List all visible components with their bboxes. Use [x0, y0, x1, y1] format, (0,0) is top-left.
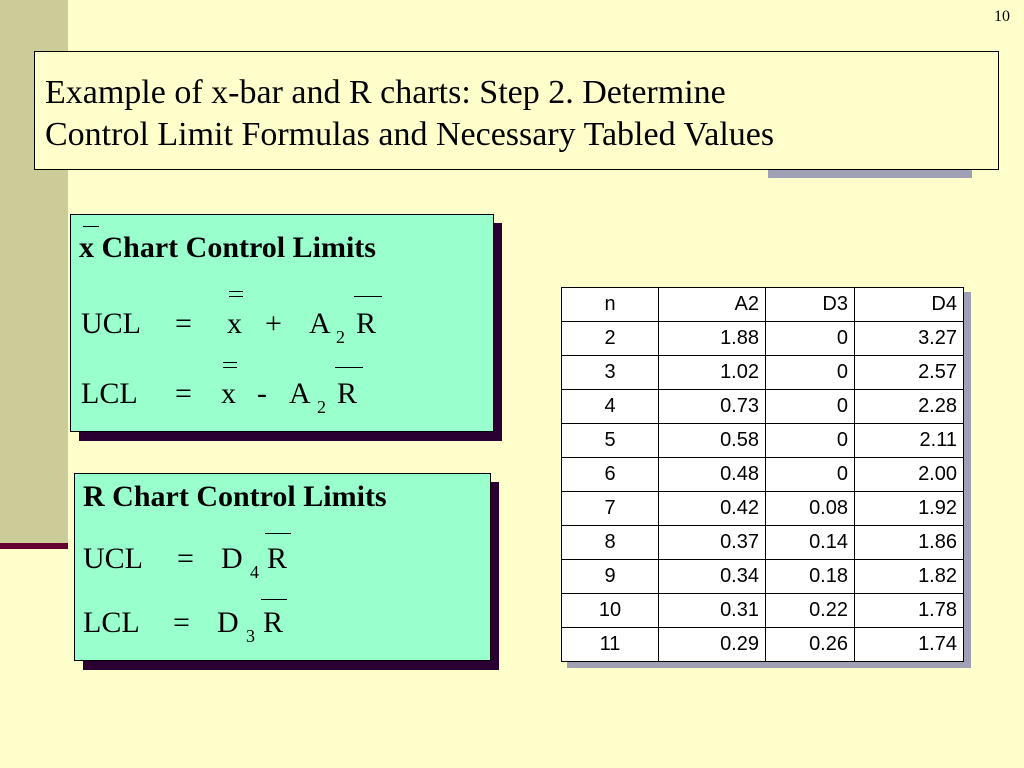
xbar-ucl-equals: = — [175, 307, 192, 340]
table-cell: 8 — [562, 526, 659, 560]
xbar-ucl-grand-mean: x — [227, 307, 242, 340]
table-cell: 0.34 — [659, 560, 766, 594]
table-cell: 0.31 — [659, 594, 766, 628]
table-cell: 5 — [562, 424, 659, 458]
table-cell: 2.11 — [855, 424, 964, 458]
table-row — [562, 424, 964, 458]
table-cell: 1.92 — [855, 492, 964, 526]
table-row — [562, 492, 964, 526]
table-cell: 2 — [562, 322, 659, 356]
table-header-cell: n — [562, 288, 659, 322]
table-cell: 2.00 — [855, 458, 964, 492]
table-cell: 1.88 — [659, 322, 766, 356]
r-lcl-d-subscript: 3 — [246, 626, 255, 646]
table-cell: 0 — [766, 424, 855, 458]
r-card-heading: R Chart Control Limits — [83, 480, 387, 513]
xbar-lcl-grand-mean: x — [221, 377, 236, 410]
left-decorative-rule — [0, 543, 68, 549]
table-row — [562, 458, 964, 492]
table-cell: 0.58 — [659, 424, 766, 458]
r-ucl-label: UCL — [83, 542, 143, 575]
table-cell: 2.28 — [855, 390, 964, 424]
r-ucl-rbar: R — [267, 542, 288, 575]
table-cell: 1.02 — [659, 356, 766, 390]
r-lcl-d-factor: D — [217, 606, 239, 639]
table-cell: 0.42 — [659, 492, 766, 526]
r-lcl-label: LCL — [83, 606, 140, 639]
r-lcl-rbar-overline — [261, 599, 287, 600]
xbar-ucl-a-subscript: 2 — [336, 327, 345, 347]
xbar-lcl-rbar-overline — [335, 367, 363, 368]
table-row — [562, 322, 964, 356]
table-cell: 0 — [766, 322, 855, 356]
table-cell: 0 — [766, 390, 855, 424]
table-cell: 7 — [562, 492, 659, 526]
table-cell: 0.18 — [766, 560, 855, 594]
xbar-ucl-bar-2 — [229, 296, 243, 297]
table-cell: 0.14 — [766, 526, 855, 560]
table-cell: 1.86 — [855, 526, 964, 560]
xbar-lcl-a-subscript: 2 — [317, 397, 326, 417]
table-cell: 11 — [562, 628, 659, 662]
table-cell: 4 — [562, 390, 659, 424]
table-cell: 0.29 — [659, 628, 766, 662]
xbar-lcl-bar-2 — [223, 367, 237, 368]
table-cell: 0.37 — [659, 526, 766, 560]
xbar-lcl-label: LCL — [81, 377, 138, 410]
table-row — [562, 526, 964, 560]
table-cell: 2.57 — [855, 356, 964, 390]
table-cell: 6 — [562, 458, 659, 492]
table-cell: 3 — [562, 356, 659, 390]
table-row — [562, 594, 964, 628]
xbar-ucl-rbar-overline — [354, 296, 382, 297]
xbar-heading-overline — [83, 226, 99, 227]
slide-number: 10 — [994, 8, 1010, 25]
r-limits-card — [74, 473, 491, 661]
xbar-lcl-minus: - — [257, 377, 267, 410]
table-header-cell: A2 — [659, 288, 766, 322]
table-cell: 0.73 — [659, 390, 766, 424]
r-ucl-rbar-overline — [265, 533, 291, 534]
table-row — [562, 390, 964, 424]
xbar-lcl-equals: = — [175, 377, 192, 410]
xbar-limits-card — [70, 214, 494, 432]
slide-title — [34, 51, 999, 170]
table-cell: 9 — [562, 560, 659, 594]
r-ucl-equals: = — [177, 542, 194, 575]
xbar-card-heading: x Chart Control Limits — [79, 231, 376, 264]
r-ucl-d-subscript: 4 — [250, 562, 259, 582]
table-header-cell: D4 — [855, 288, 964, 322]
title-line-2: Control Limit Formulas and Necessary Tabled Values — [45, 116, 775, 153]
table-cell: 10 — [562, 594, 659, 628]
table-row — [562, 356, 964, 390]
table-header-row — [562, 288, 964, 322]
xbar-ucl-label: UCL — [81, 307, 141, 340]
r-ucl-d-factor: D — [221, 542, 243, 575]
r-lcl-rbar: R — [263, 606, 284, 639]
table-cell: 0 — [766, 356, 855, 390]
table-row — [562, 628, 964, 662]
xbar-ucl-a-factor: A — [309, 307, 331, 340]
table-cell: 3.27 — [855, 322, 964, 356]
table-cell: 0 — [766, 458, 855, 492]
xbar-ucl-plus: + — [265, 307, 282, 340]
control-chart-factor-table — [561, 287, 964, 662]
table-cell: 1.78 — [855, 594, 964, 628]
xbar-lcl-a-factor: A — [289, 377, 311, 410]
table-cell: 1.82 — [855, 560, 964, 594]
table-row — [562, 560, 964, 594]
xbar-ucl-rbar: R — [356, 307, 377, 340]
table-cell: 0.22 — [766, 594, 855, 628]
xbar-lcl-bar-1 — [223, 362, 237, 363]
table-cell: 0.26 — [766, 628, 855, 662]
table-cell: 0.08 — [766, 492, 855, 526]
xbar-lcl-rbar: R — [337, 377, 358, 410]
table-header-cell: D3 — [766, 288, 855, 322]
xbar-ucl-bar-1 — [229, 291, 243, 292]
table-cell: 0.48 — [659, 458, 766, 492]
table-cell: 1.74 — [855, 628, 964, 662]
title-line-1: Example of x-bar and R charts: Step 2. Determine — [45, 74, 726, 111]
r-lcl-equals: = — [173, 606, 190, 639]
